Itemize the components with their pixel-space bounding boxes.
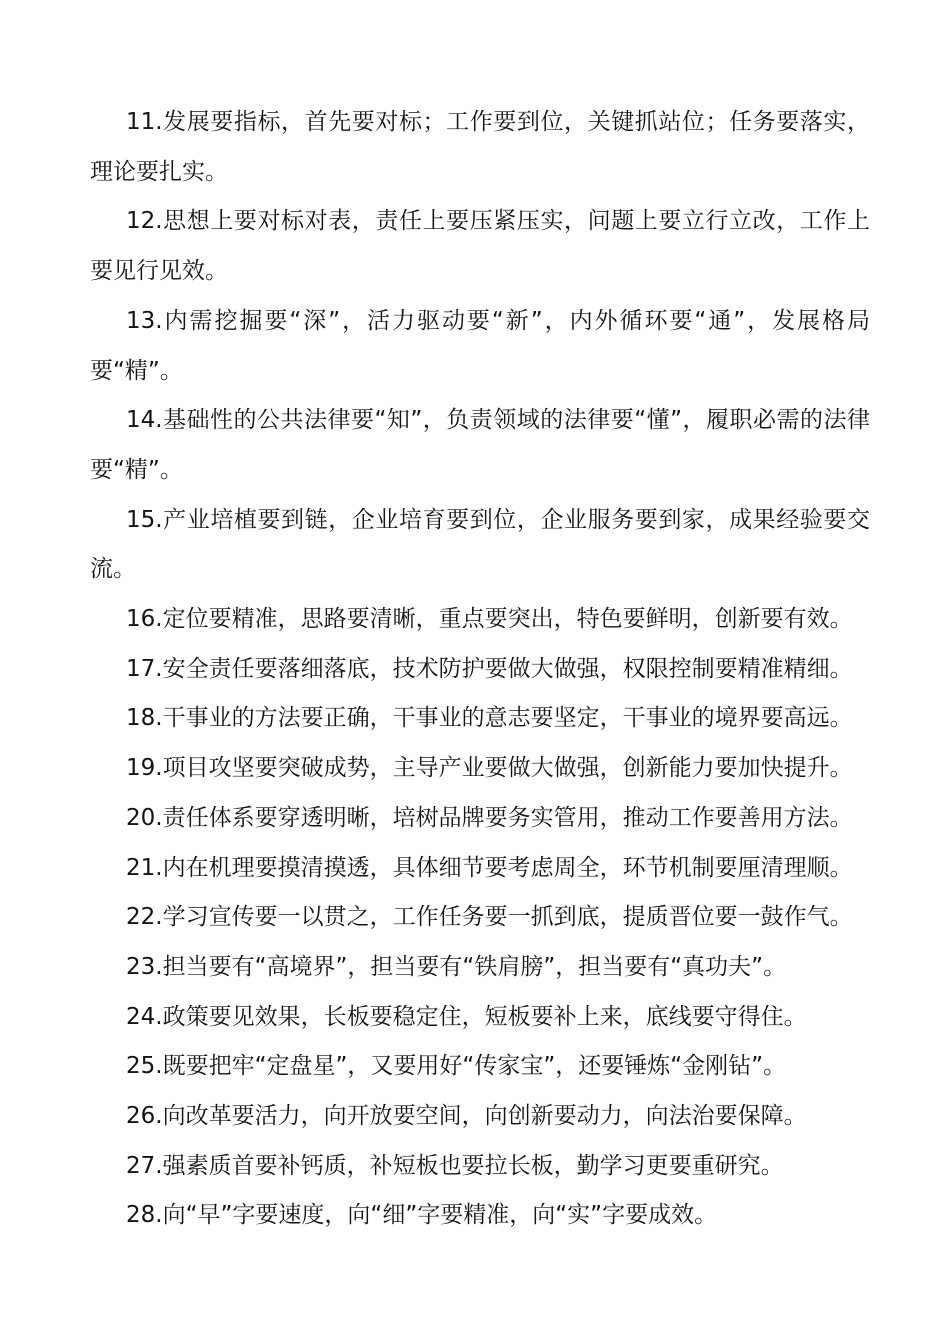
list-item: 11.发展要指标，首先要对标；工作要到位，关键抓站位；任务要落实，理论要扎实。 xyxy=(90,109,870,185)
list-item: 15.产业培植要到链，企业培育要到位，企业服务要到家，成果经验要交流。 xyxy=(90,506,870,583)
list-item: 13.内需挖掘要“深”，活力驱动要“新”，内外循环要“通”，发展格局要“精”。 xyxy=(90,307,870,384)
list-item: 24.政策要见效果，长板要稳定住，短板要补上来，底线要守得住。 xyxy=(126,1003,807,1030)
document-body xyxy=(90,98,870,1241)
list-item: 27.强素质首要补钙质，补短板也要拉长板，勤学习更要重研究。 xyxy=(126,1152,784,1179)
list-item: 25.既要把牢“定盘星”，又要用好“传家宝”，还要锤炼“金刚钻”。 xyxy=(126,1053,787,1080)
list-item: 16.定位要精准，思路要清晰，重点要突出，特色要鲜明，创新要有效。 xyxy=(126,606,853,633)
list-item: 21.内在机理要摸清摸透，具体细节要考虑周全，环节机制要厘清理顺。 xyxy=(126,854,853,881)
list-item: 23.担当要有“高境界”，担当要有“铁肩膀”，担当要有“真功夫”。 xyxy=(126,953,787,980)
list-item: 17.安全责任要落细落底，技术防护要做大做强，权限控制要精准精细。 xyxy=(126,655,853,682)
list-item: 12.思想上要对标对表，责任上要压紧压实，问题上要立行立改，工作上要见行见效。 xyxy=(90,208,870,285)
list-item: 14.基础性的公共法律要“知”，负责领域的法律要“懂”，履职必需的法律要“精”。 xyxy=(90,407,870,483)
list-item: 18.干事业的方法要正确，干事业的意志要坚定，干事业的境界要高远。 xyxy=(126,705,853,732)
list-item: 28.向“早”字要速度，向“细”字要精准，向“实”字要成效。 xyxy=(126,1202,718,1229)
list-item: 26.向改革要活力，向开放要空间，向创新要动力，向法治要保障。 xyxy=(126,1103,807,1130)
list-item: 19.项目攻坚要突破成势，主导产业要做大做强，创新能力要加快提升。 xyxy=(126,755,853,782)
list-item: 22.学习宣传要一以贯之，工作任务要一抓到底，提质晋位要一鼓作气。 xyxy=(126,904,853,931)
list-item: 20.责任体系要穿透明晰，培树品牌要务实管用，推动工作要善用方法。 xyxy=(126,804,853,831)
